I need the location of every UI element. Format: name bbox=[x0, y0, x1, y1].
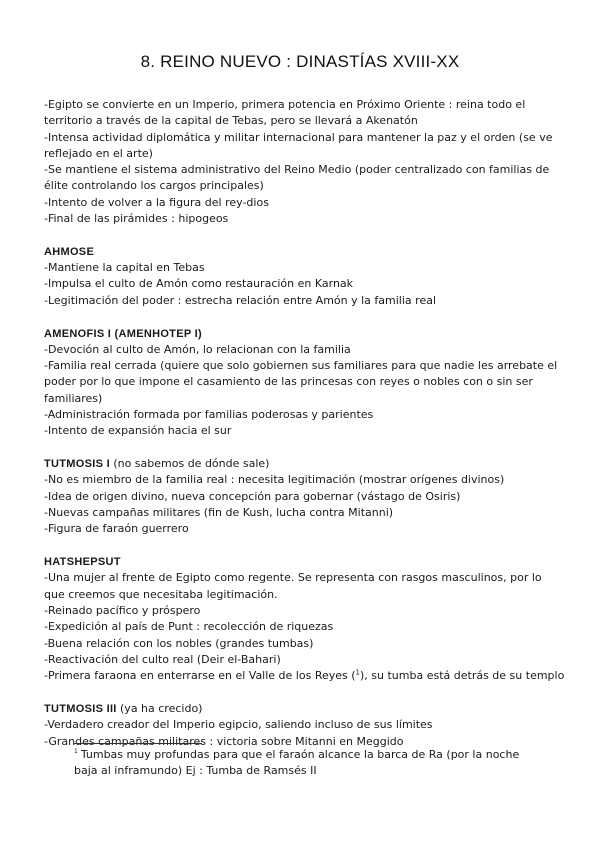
section-heading: HATSHEPSUT bbox=[44, 556, 121, 569]
intro-block bbox=[44, 97, 560, 227]
section-item: -Impulsa el culto de Amón como restauración en Karnak bbox=[44, 277, 354, 291]
footnote-marker: 1 bbox=[74, 748, 78, 756]
section-heading-title: TUTMOSIS III bbox=[44, 703, 117, 715]
section-item-text: -Primera faraona en enterrarse en el Valle de los Reyes ( bbox=[44, 669, 356, 683]
section-item: -Reactivación del culto real (Deir el-Bahari) bbox=[44, 652, 281, 666]
page-title: 8. REINO NUEVO : DINASTÍAS XVIII-XX bbox=[140, 52, 460, 71]
section-item: -No es miembro de la familia real : necesita legitimación (mostrar orígenes divinos) bbox=[44, 473, 505, 487]
section-heading-note: (no sabemos de dónde sale) bbox=[113, 457, 270, 471]
section-item-text: ), su tumba está detrás de su templo bbox=[360, 669, 565, 683]
document-body bbox=[44, 97, 565, 750]
section-item: -Idea de origen divino, nueva concepción para gobernar (vástago de Osiris) bbox=[44, 489, 461, 503]
section-heading: AHMOSE bbox=[44, 245, 95, 258]
section-item bbox=[44, 668, 565, 684]
section-item: -Legitimación del poder : estrecha relación entre Amón y la familia real bbox=[44, 293, 437, 307]
section-item: -Grandes campañas militares : victoria sobre Mitanni en Meggido bbox=[44, 734, 404, 748]
intro-item: -Intensa actividad diplomática y militar internacional para mantener la paz y el orden (se ve reflejado en el arte) bbox=[44, 130, 553, 160]
section-item: -Figura de faraón guerrero bbox=[44, 522, 189, 536]
section-amenofis bbox=[44, 326, 560, 440]
section-item: -Familia real cerrada (quiere que solo gobiernen sus familiares para que nadie les arrebate el poder por lo que impone el casamiento de las princesas con reyes o nobles con o sin ser familiares) bbox=[44, 359, 558, 405]
intro-item: -Intento de volver a la figura del rey-dios bbox=[44, 195, 269, 209]
section-heading-title: TUTMOSIS I bbox=[44, 458, 110, 471]
section-item: -Verdadero creador del Imperio egipcio, saliendo incluso de sus límites bbox=[44, 718, 433, 732]
section-hatshepsut bbox=[44, 554, 565, 684]
footnote bbox=[74, 747, 544, 779]
section-item: -Buena relación con los nobles (grandes tumbas) bbox=[44, 636, 314, 650]
intro-item: -Egipto se convierte en un Imperio, primera potencia en Próximo Oriente : reina todo el territorio a través de la capital de Tebas, pero se llevará a Akenatón bbox=[44, 98, 526, 128]
section-item: -Intento de expansión hacia el sur bbox=[44, 424, 232, 438]
section-item: -Administración formada por familias poderosas y parientes bbox=[44, 408, 374, 422]
section-item: -Una mujer al frente de Egipto como regente. Se representa con rasgos masculinos, por lo que creemos que necesitaba legitimación. bbox=[44, 571, 542, 601]
section-item: -Expedición al país de Punt : recolección de riquezas bbox=[44, 620, 334, 634]
intro-item: -Se mantiene el sistema administrativo del Reino Medio (poder centralizado con familias de élite controlando los cargos principales) bbox=[44, 163, 550, 193]
section-item: -Reinado pacífico y próspero bbox=[44, 604, 201, 618]
intro-item: -Final de las pirámides : hipogeos bbox=[44, 212, 229, 226]
section-heading-note: (ya ha crecido) bbox=[120, 702, 203, 715]
section-heading bbox=[44, 456, 560, 472]
section-item: -Mantiene la capital en Tebas bbox=[44, 261, 205, 275]
section-heading bbox=[44, 701, 560, 717]
section-item: -Devoción al culto de Amón, lo relacionan con la familia bbox=[44, 342, 351, 356]
section-item: -Nuevas campañas militares (fin de Kush, lucha contra Mitanni) bbox=[44, 506, 394, 520]
footnote-text: Tumbas muy profundas para que el faraón alcance la barca de Ra (por la noche baja al inframundo) Ej : Tumba de Ramsés II bbox=[74, 748, 520, 777]
footnote-divider bbox=[74, 743, 202, 744]
footnote-reference[interactable]: 1 bbox=[355, 668, 360, 677]
section-heading: AMENOFIS I (AMENHOTEP I) bbox=[44, 327, 202, 340]
section-tutmosis-i bbox=[44, 456, 560, 537]
section-ahmose bbox=[44, 244, 560, 309]
